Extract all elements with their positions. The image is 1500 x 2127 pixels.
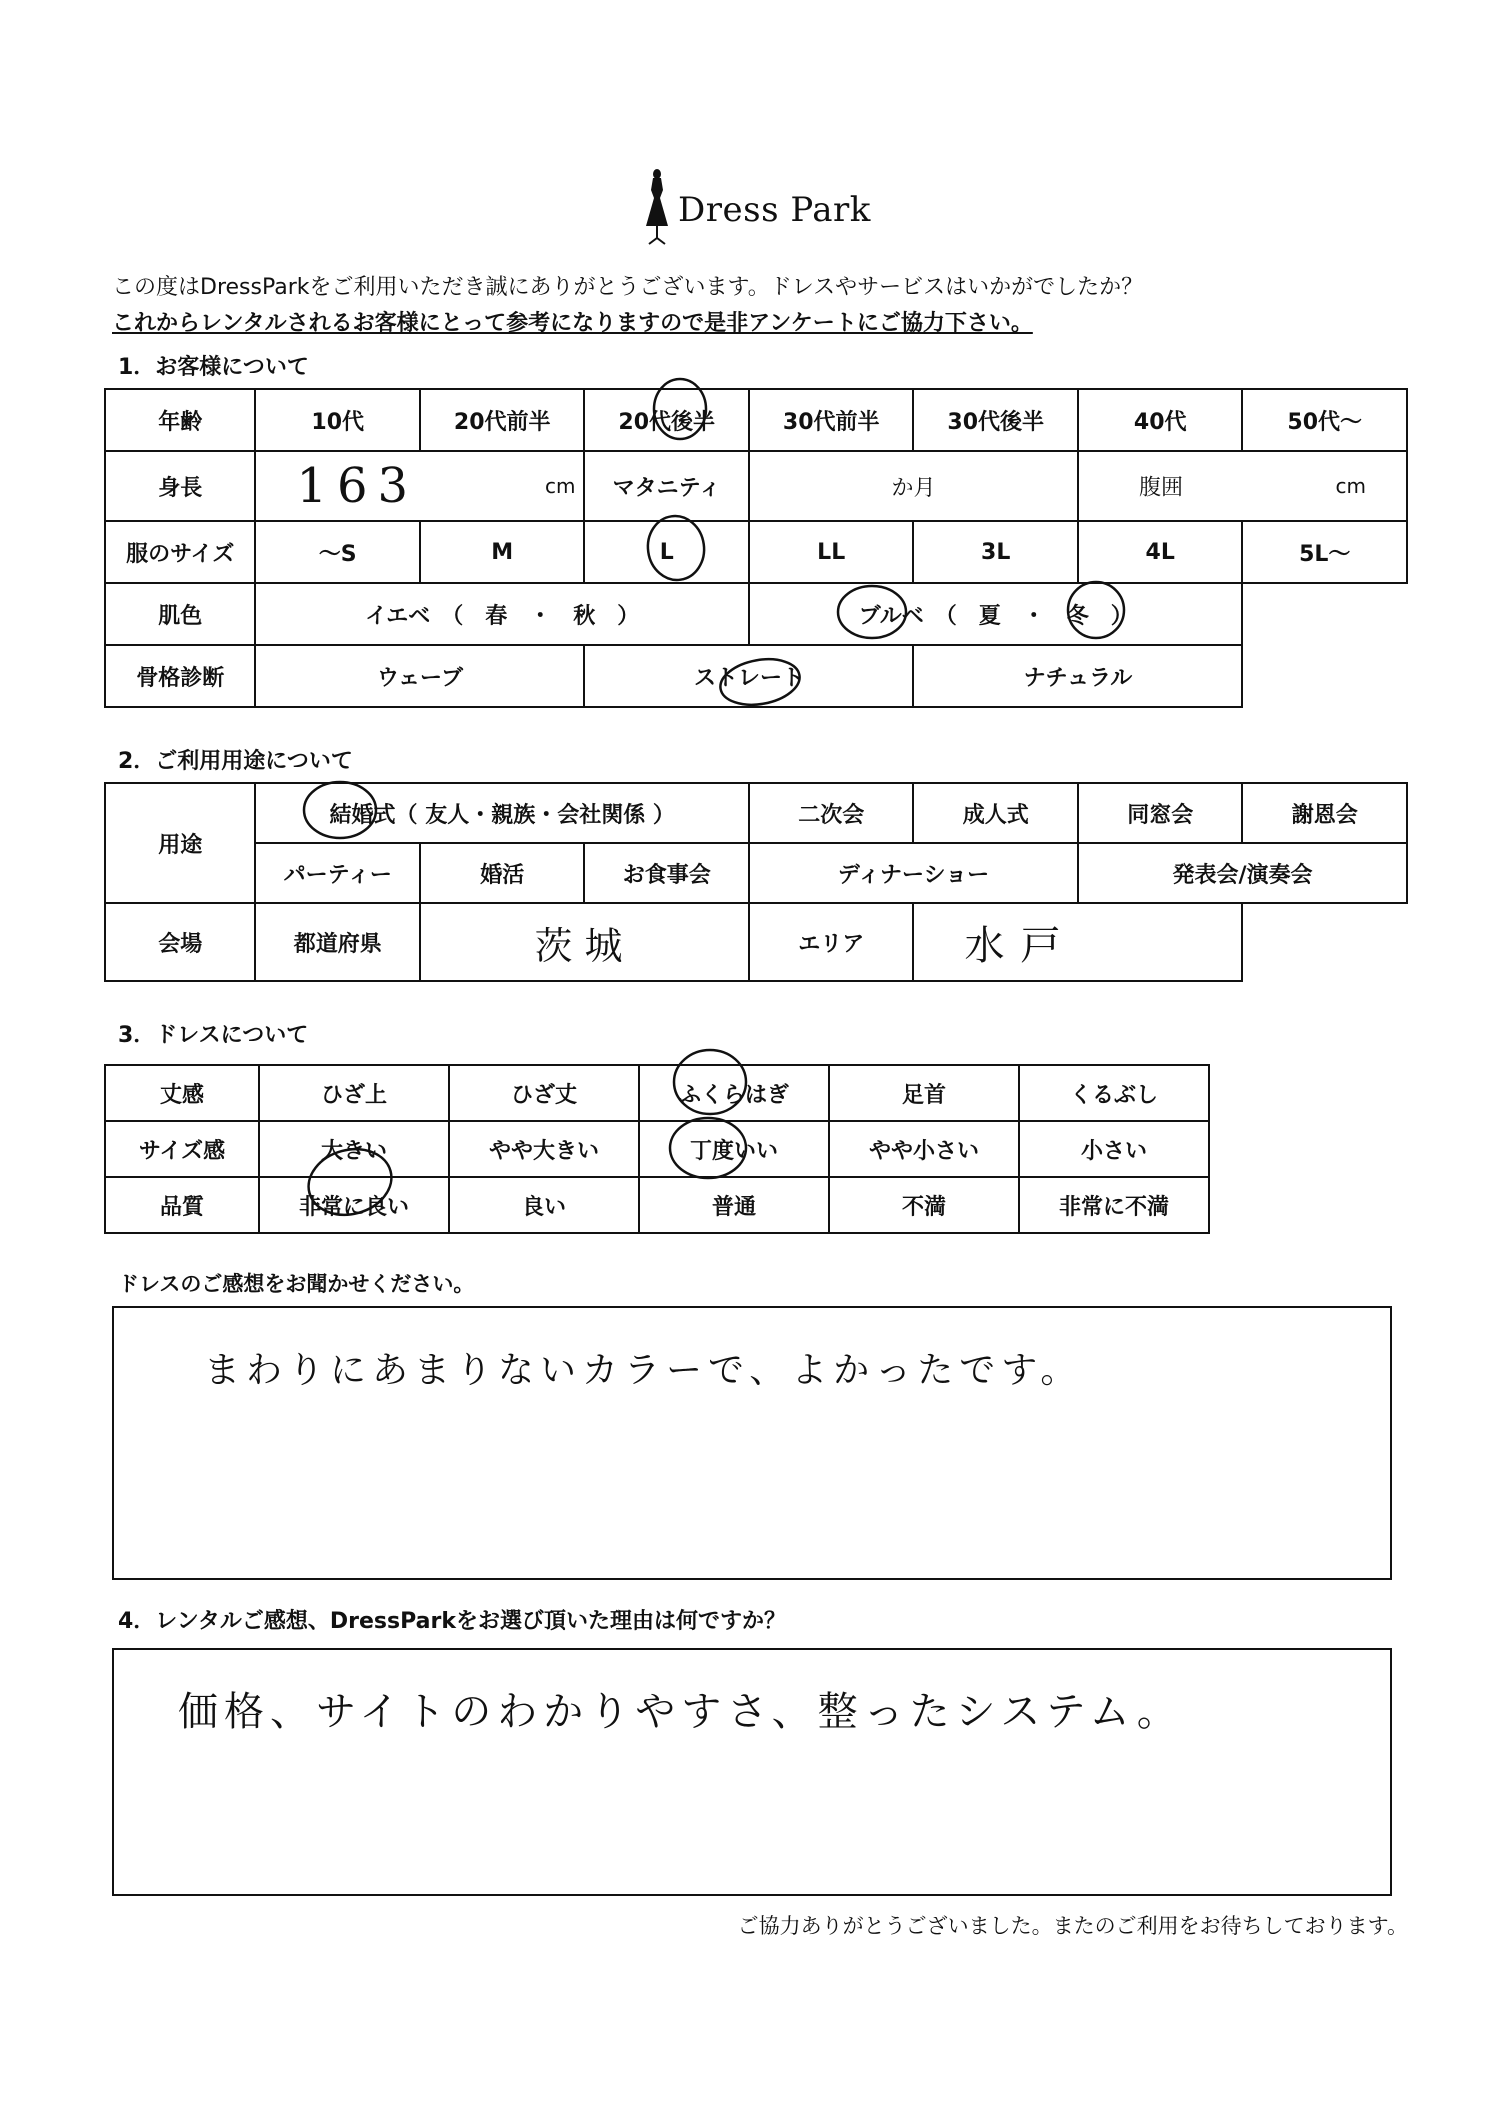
waist-label: 腹囲 [1138,475,1183,501]
length-option[interactable]: くるぶし [1019,1065,1209,1121]
quality-option[interactable]: 良い [449,1177,639,1233]
size-option[interactable]: 4L [1078,521,1243,583]
size-option-selected[interactable]: L [584,521,749,583]
purpose-option[interactable]: 発表会/演奏会 [1078,843,1407,903]
purpose-label: 用途 [105,783,255,903]
waist-unit: cm [1335,474,1366,498]
skin-yellow-option[interactable]: イエベ （ 春 ・ 秋 ） [255,583,749,645]
size-row [105,521,1407,583]
maternity-label: マタニティ [584,451,749,521]
skin-label: 肌色 [105,583,255,645]
maternity-unit: か月 [891,475,936,501]
age-option-selected[interactable]: 20代後半 [584,389,749,451]
quality-option[interactable]: 普通 [639,1177,829,1233]
length-label: 丈感 [105,1065,259,1121]
fit-option[interactable]: やや小さい [829,1121,1019,1177]
size-option[interactable]: 3L [913,521,1078,583]
quality-option[interactable]: 不満 [829,1177,1019,1233]
fit-option-selected[interactable]: 丁度いい [639,1121,829,1177]
fit-option[interactable]: やや大きい [449,1121,639,1177]
area-label: エリア [749,903,914,981]
size-option[interactable]: LL [749,521,914,583]
venue-row [105,903,1407,981]
age-row [105,389,1407,451]
closing-message: ご協力ありがとうございました。またのご利用をお待ちしております。 [737,1914,1408,1938]
dress-comment-prompt: ドレスのご感想をお聞かせください。 [118,1272,475,1296]
dress-comment-text: まわりにあまりないカラーで、よかったです。 [204,1350,1083,1391]
purpose-table [104,782,1408,982]
age-option[interactable]: 30代前半 [749,389,914,451]
frame-option[interactable]: ウェーブ [255,645,584,707]
skin-blue-option[interactable]: ブルベ （ 夏 ・ 冬 ） [749,583,1243,645]
section-4-title: 4．レンタルご感想、DressParkをお選び頂いた理由は何ですか？ [118,1609,786,1634]
purpose-option[interactable]: 婚活 [420,843,585,903]
dress-comment-box[interactable] [112,1306,1392,1580]
height-label: 身長 [105,451,255,521]
skin-row [105,583,1407,645]
purpose-option[interactable]: 二次会 [749,783,914,843]
size-label: 服のサイズ [105,521,255,583]
height-unit: cm [544,474,576,498]
fit-row [105,1121,1209,1177]
age-option[interactable]: 50代～ [1242,389,1407,451]
customer-table [104,388,1408,708]
length-option[interactable]: ひざ上 [259,1065,449,1121]
size-option[interactable]: ～S [255,521,420,583]
dress-form-icon [640,168,674,248]
logo-wordmark: Dress Park [678,190,871,230]
age-option[interactable]: 40代 [1078,389,1243,451]
dress-table [104,1064,1210,1234]
height-row [105,451,1407,521]
age-label: 年齢 [105,389,255,451]
size-option[interactable]: M [420,521,585,583]
purpose-option[interactable]: 成人式 [913,783,1078,843]
empty-cell [1242,645,1407,707]
rental-comment-box[interactable] [112,1648,1392,1896]
frame-row [105,645,1407,707]
dresspark-logo [640,168,880,248]
section-3-title: 3．ドレスについて [118,1023,309,1048]
length-row [105,1065,1209,1121]
purpose-option[interactable]: 同窓会 [1078,783,1243,843]
purpose-option-selected[interactable]: 結婚式（ 友人・親族・会社関係 ） [255,783,749,843]
length-option[interactable]: ひざ丈 [449,1065,639,1121]
empty-cell [1242,583,1407,645]
length-option-selected[interactable]: ふくらはぎ [639,1065,829,1121]
purpose-option[interactable]: パーティー [255,843,420,903]
area-field[interactable]: 水戸 [913,903,1242,981]
length-option[interactable]: 足首 [829,1065,1019,1121]
purpose-row-1 [105,783,1407,843]
frame-label: 骨格診断 [105,645,255,707]
frame-option[interactable]: ナチュラル [913,645,1242,707]
waist-field[interactable] [1078,451,1407,521]
rental-comment-text: 価格、サイトのわかりやすさ、整ったシステム。 [178,1689,1183,1735]
empty-cell [1242,903,1407,981]
quality-row [105,1177,1209,1233]
fit-option[interactable]: 小さい [1019,1121,1209,1177]
section-1-title: 1．お客様について [118,355,309,380]
age-option[interactable]: 30代後半 [913,389,1078,451]
prefecture-label: 都道府県 [255,903,420,981]
frame-option-selected[interactable]: ストレート [584,645,913,707]
fit-label: サイズ感 [105,1121,259,1177]
purpose-row-2 [105,843,1407,903]
purpose-option[interactable]: ディナーショー [749,843,1078,903]
quality-label: 品質 [105,1177,259,1233]
size-option[interactable]: 5L～ [1242,521,1407,583]
intro-line-2: これからレンタルされるお客様にとって参考になりますので是非アンケートにご協力下さい。 [112,311,1033,336]
quality-option[interactable]: 非常に不満 [1019,1177,1209,1233]
height-field[interactable] [255,451,584,521]
quality-option-selected[interactable]: 非常に良い [259,1177,449,1233]
section-2-title: 2．ご利用用途について [118,749,353,774]
age-option[interactable]: 20代前半 [420,389,585,451]
fit-option[interactable]: 大きい [259,1121,449,1177]
age-option[interactable]: 10代 [255,389,420,451]
intro-line-1: この度はDressParkをご利用いただき誠にありがとうございます。ドレスやサービスはいかがでしたか？ [112,275,1144,300]
prefecture-field[interactable]: 茨城 [420,903,749,981]
maternity-field[interactable] [749,451,1078,521]
purpose-option[interactable]: 謝恩会 [1242,783,1407,843]
height-value: 163 [296,458,419,514]
purpose-option[interactable]: お食事会 [584,843,749,903]
venue-label: 会場 [105,903,255,981]
